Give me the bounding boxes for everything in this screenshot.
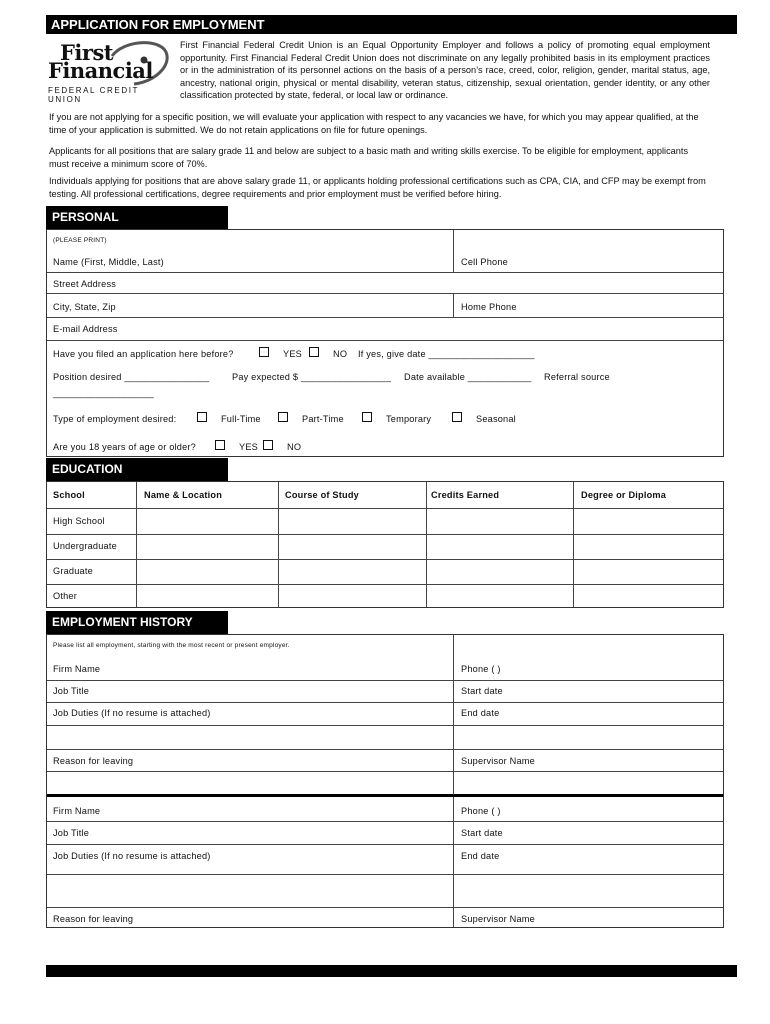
age-yes-checkbox[interactable]	[215, 440, 225, 450]
age-no-checkbox[interactable]	[263, 440, 273, 450]
row-label-other: Other	[53, 591, 77, 601]
referral-source-field[interactable]: ___________________	[53, 388, 154, 398]
section-heading-personal: PERSONAL	[46, 206, 228, 229]
col-header-school: School	[53, 490, 85, 500]
seasonal-checkbox[interactable]	[452, 412, 462, 422]
personal-section	[46, 229, 724, 457]
part-time-checkbox[interactable]	[278, 412, 288, 422]
print-note: (PLEASE PRINT)	[53, 237, 107, 244]
filed-no-label: NO	[333, 349, 348, 359]
job-duties-label-1: Job Duties (If no resume is attached)	[53, 708, 211, 718]
temporary-checkbox[interactable]	[362, 412, 372, 422]
job-title-label-1: Job Title	[53, 686, 90, 696]
col-header-credits: Credits Earned	[431, 490, 500, 500]
end-date-label-1: End date	[461, 708, 500, 718]
reason-leaving-label-2: Reason for leaving	[53, 914, 134, 924]
filed-no-checkbox[interactable]	[309, 347, 319, 357]
company-logo	[46, 38, 174, 104]
end-date-label-2: End date	[461, 851, 500, 861]
city-state-zip-label: City, State, Zip	[53, 302, 116, 312]
full-time-checkbox[interactable]	[197, 412, 207, 422]
filed-date-field[interactable]: If yes, give date ____________________	[358, 349, 535, 359]
phone-label-2: Phone ( )	[461, 806, 501, 816]
street-address-label: Street Address	[53, 279, 117, 289]
education-table	[46, 481, 724, 608]
filed-before-question: Have you filed an application here before?	[53, 349, 234, 359]
start-date-label-1: Start date	[461, 686, 503, 696]
email-label: E-mail Address	[53, 324, 118, 334]
full-time-label: Full-Time	[221, 414, 261, 424]
name-field-label: Name (First, Middle, Last)	[53, 257, 164, 267]
filed-yes-label: YES	[283, 349, 302, 359]
row-label-high-school: High School	[53, 516, 105, 526]
intro-paragraph-1: If you are not applying for a specific position, we will evaluate your application with respect to any vacancies we have, for which you may appear qualified, at the time of your application is submitted. We do not retain applications on file for future openings.	[49, 112, 699, 135]
employment-type-question: Type of employment desired:	[53, 414, 177, 424]
firm-name-label-2: Firm Name	[53, 806, 101, 816]
footer-bar	[46, 965, 737, 977]
phone-label-1: Phone ( )	[461, 664, 501, 674]
home-phone-label: Home Phone	[461, 302, 517, 312]
col-header-name-location: Name & Location	[144, 490, 223, 500]
section-heading-education: EDUCATION	[46, 458, 228, 481]
seasonal-label: Seasonal	[476, 414, 516, 424]
start-date-label-2: Start date	[461, 828, 503, 838]
firm-name-label-1: Firm Name	[53, 664, 101, 674]
part-time-label: Part-Time	[302, 414, 344, 424]
row-label-graduate: Graduate	[53, 566, 93, 576]
referral-source-label: Referral source	[544, 372, 610, 382]
filed-yes-checkbox[interactable]	[259, 347, 269, 357]
logo-subtitle: FEDERAL CREDIT UNION	[48, 86, 139, 104]
employment-note: Please list all employment, starting with the most recent or present employer.	[53, 642, 290, 649]
cell-phone-label: Cell Phone	[461, 257, 508, 267]
job-title-label-2: Job Title	[53, 828, 90, 838]
position-desired-field[interactable]: Position desired ________________	[53, 372, 210, 382]
temporary-label: Temporary	[386, 414, 432, 424]
intro-paragraph-2: Applicants for all positions that are salary grade 11 and below are subject to a basic math and writing skills exercise. To be eligible for employment, applicants must receive a minimum score of 70%.	[49, 146, 689, 169]
supervisor-label-2: Supervisor Name	[461, 914, 535, 924]
row-label-undergraduate: Undergraduate	[53, 541, 117, 551]
age-no-label: NO	[287, 442, 302, 452]
age-question: Are you 18 years of age or older?	[53, 442, 196, 452]
col-header-degree: Degree or Diploma	[581, 490, 667, 500]
date-available-field[interactable]: Date available ____________	[404, 372, 532, 382]
logo-word-first: First	[60, 40, 113, 65]
age-yes-label: YES	[239, 442, 258, 452]
intro-paragraph-3: Individuals applying for positions that are above salary grade 11, or applicants holding professional certifications such as CPA, CIA, and CFP may be exempt from testing. All professional certifications, degree requirements and prior employment must be verified before hiring.	[49, 176, 706, 199]
job-duties-label-2: Job Duties (If no resume is attached)	[53, 851, 211, 861]
pay-expected-field[interactable]: Pay expected $ _________________	[232, 372, 392, 382]
employment-history-section	[46, 634, 724, 928]
form-title: APPLICATION FOR EMPLOYMENT	[46, 15, 737, 34]
col-header-course: Course of Study	[285, 490, 359, 500]
reason-leaving-label-1: Reason for leaving	[53, 756, 134, 766]
eeo-statement: First Financial Federal Credit Union is an Equal Opportunity Employer and follows a policy of promoting equal employment opportunity. First Financial Federal Credit Union does not discriminate on any legally prohibited basis in its employment practices or in the administration of its personnel actions on the basis of a person’s race, creed, color, religion, gender, marital status, age, ancestry, national origin, physical or mental disability, veteran status, citizenship, sexual orientation, gender identity, or any other classification protected by state, federal, or local law or ordinance.	[180, 40, 710, 101]
supervisor-label-1: Supervisor Name	[461, 756, 535, 766]
section-heading-employment: EMPLOYMENT HISTORY	[46, 611, 228, 634]
logo-word-financial: Financial	[48, 58, 153, 83]
